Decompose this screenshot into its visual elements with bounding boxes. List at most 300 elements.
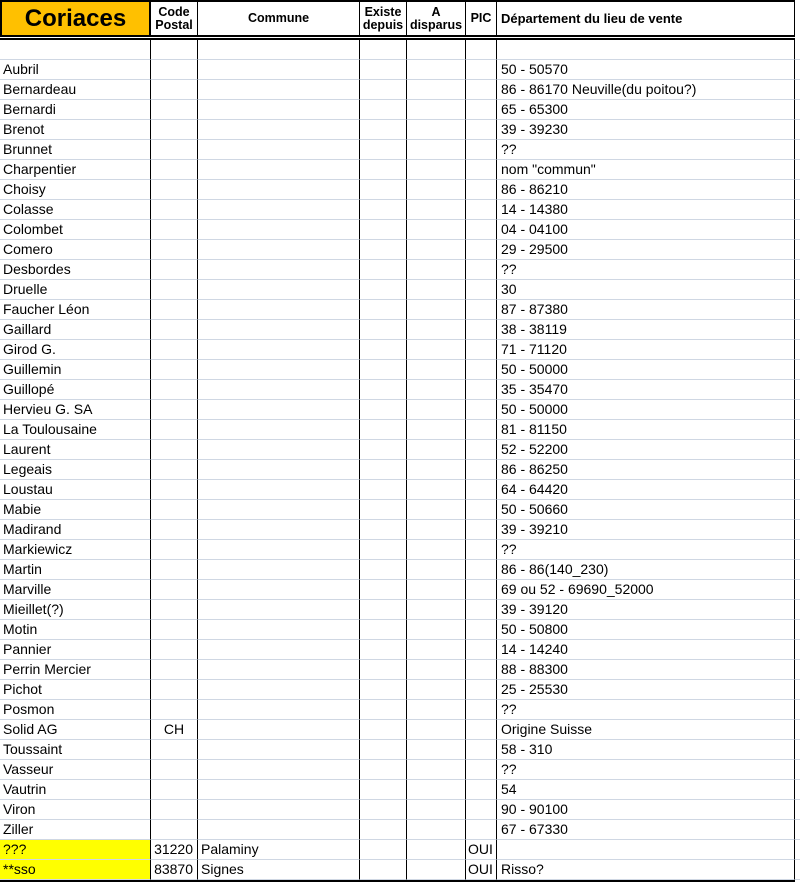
cell-pic[interactable] [466, 800, 497, 820]
cell-code-postal[interactable]: CH [151, 720, 198, 740]
cell-departement[interactable]: 88 - 88300 [497, 660, 795, 680]
cell-nom[interactable]: Vautrin [0, 780, 151, 800]
cell-departement[interactable]: 50 - 50800 [497, 620, 795, 640]
cell-departement[interactable]: 64 - 64420 [497, 480, 795, 500]
cell-nom[interactable]: Aubril [0, 60, 151, 80]
cell-existe-depuis[interactable] [360, 300, 407, 320]
header-commune[interactable] [198, 0, 360, 37]
cell-nom[interactable]: Posmon [0, 700, 151, 720]
cell-pic[interactable] [466, 420, 497, 440]
cell-a-disparus[interactable] [407, 700, 466, 720]
cell-a-disparus[interactable] [407, 100, 466, 120]
cell-departement[interactable]: ?? [497, 700, 795, 720]
cell-code-postal[interactable] [151, 40, 198, 60]
cell-code-postal[interactable] [151, 680, 198, 700]
cell-departement[interactable]: ?? [497, 760, 795, 780]
cell-pic[interactable] [466, 760, 497, 780]
cell-departement[interactable]: 14 - 14380 [497, 200, 795, 220]
cell-pic[interactable] [466, 580, 497, 600]
cell-commune[interactable] [198, 260, 360, 280]
cell-nom[interactable]: Pannier [0, 640, 151, 660]
cell-existe-depuis[interactable] [360, 400, 407, 420]
cell-pic[interactable] [466, 340, 497, 360]
cell-code-postal[interactable] [151, 360, 198, 380]
cell-a-disparus[interactable] [407, 340, 466, 360]
cell-nom[interactable]: Comero [0, 240, 151, 260]
cell-commune[interactable] [198, 200, 360, 220]
cell-code-postal[interactable] [151, 240, 198, 260]
cell-code-postal[interactable] [151, 760, 198, 780]
header-a-disparus[interactable] [407, 0, 466, 37]
cell-code-postal[interactable] [151, 700, 198, 720]
cell-nom[interactable]: Bernardeau [0, 80, 151, 100]
cell-commune[interactable] [198, 280, 360, 300]
cell-departement[interactable] [497, 40, 795, 60]
cell-commune[interactable] [198, 140, 360, 160]
cell-pic[interactable] [466, 520, 497, 540]
cell-nom[interactable]: Mabie [0, 500, 151, 520]
cell-pic[interactable] [466, 380, 497, 400]
cell-existe-depuis[interactable] [360, 800, 407, 820]
cell-commune[interactable] [198, 780, 360, 800]
cell-commune[interactable] [198, 520, 360, 540]
cell-commune[interactable] [198, 540, 360, 560]
cell-code-postal[interactable] [151, 440, 198, 460]
cell-departement[interactable]: 39 - 39230 [497, 120, 795, 140]
cell-departement[interactable]: ?? [497, 260, 795, 280]
cell-nom[interactable]: ??? [0, 840, 151, 860]
cell-departement[interactable]: 52 - 52200 [497, 440, 795, 460]
cell-code-postal[interactable] [151, 80, 198, 100]
cell-nom[interactable]: Guillemin [0, 360, 151, 380]
cell-existe-depuis[interactable] [360, 460, 407, 480]
cell-departement[interactable]: 30 [497, 280, 795, 300]
cell-a-disparus[interactable] [407, 220, 466, 240]
cell-a-disparus[interactable] [407, 780, 466, 800]
cell-a-disparus[interactable] [407, 760, 466, 780]
cell-a-disparus[interactable] [407, 200, 466, 220]
cell-commune[interactable] [198, 380, 360, 400]
cell-nom[interactable]: Charpentier [0, 160, 151, 180]
cell-departement[interactable]: 86 - 86210 [497, 180, 795, 200]
cell-code-postal[interactable] [151, 160, 198, 180]
cell-nom[interactable]: **sso [0, 860, 151, 880]
header-code-postal[interactable] [151, 0, 198, 37]
cell-existe-depuis[interactable] [360, 280, 407, 300]
header-coriaces-title[interactable] [0, 0, 151, 37]
cell-existe-depuis[interactable] [360, 500, 407, 520]
cell-code-postal[interactable] [151, 740, 198, 760]
cell-a-disparus[interactable] [407, 80, 466, 100]
cell-commune[interactable] [198, 360, 360, 380]
cell-pic[interactable] [466, 640, 497, 660]
cell-departement[interactable]: 54 [497, 780, 795, 800]
cell-nom[interactable]: Laurent [0, 440, 151, 460]
cell-existe-depuis[interactable] [360, 740, 407, 760]
cell-existe-depuis[interactable] [360, 680, 407, 700]
cell-code-postal[interactable] [151, 820, 198, 840]
cell-existe-depuis[interactable] [360, 200, 407, 220]
cell-code-postal[interactable] [151, 400, 198, 420]
cell-code-postal[interactable] [151, 140, 198, 160]
cell-a-disparus[interactable] [407, 60, 466, 80]
cell-departement[interactable]: 65 - 65300 [497, 100, 795, 120]
cell-a-disparus[interactable] [407, 420, 466, 440]
cell-pic[interactable] [466, 320, 497, 340]
cell-departement[interactable]: ?? [497, 140, 795, 160]
cell-a-disparus[interactable] [407, 720, 466, 740]
cell-existe-depuis[interactable] [360, 160, 407, 180]
cell-pic[interactable] [466, 780, 497, 800]
cell-commune[interactable] [198, 620, 360, 640]
cell-a-disparus[interactable] [407, 540, 466, 560]
cell-a-disparus[interactable] [407, 800, 466, 820]
cell-nom[interactable]: Druelle [0, 280, 151, 300]
cell-existe-depuis[interactable] [360, 380, 407, 400]
cell-commune[interactable] [198, 680, 360, 700]
cell-pic[interactable] [466, 240, 497, 260]
cell-code-postal[interactable] [151, 500, 198, 520]
cell-existe-depuis[interactable] [360, 140, 407, 160]
cell-pic[interactable] [466, 80, 497, 100]
cell-commune[interactable] [198, 440, 360, 460]
cell-departement[interactable]: 04 - 04100 [497, 220, 795, 240]
cell-commune[interactable] [198, 80, 360, 100]
cell-departement[interactable]: 81 - 81150 [497, 420, 795, 440]
cell-commune[interactable] [198, 40, 360, 60]
cell-nom[interactable]: Colasse [0, 200, 151, 220]
cell-a-disparus[interactable] [407, 380, 466, 400]
cell-existe-depuis[interactable] [360, 860, 407, 880]
cell-code-postal[interactable] [151, 60, 198, 80]
cell-existe-depuis[interactable] [360, 840, 407, 860]
cell-code-postal[interactable] [151, 280, 198, 300]
cell-commune[interactable] [198, 720, 360, 740]
cell-commune[interactable] [198, 420, 360, 440]
cell-pic[interactable]: OUI [466, 860, 497, 880]
cell-a-disparus[interactable] [407, 680, 466, 700]
cell-existe-depuis[interactable] [360, 560, 407, 580]
cell-departement[interactable]: 50 - 50660 [497, 500, 795, 520]
cell-pic[interactable] [466, 460, 497, 480]
cell-a-disparus[interactable] [407, 140, 466, 160]
cell-existe-depuis[interactable] [360, 580, 407, 600]
cell-a-disparus[interactable] [407, 620, 466, 640]
cell-existe-depuis[interactable] [360, 780, 407, 800]
cell-commune[interactable] [198, 400, 360, 420]
cell-pic[interactable] [466, 280, 497, 300]
cell-existe-depuis[interactable] [360, 480, 407, 500]
cell-departement[interactable]: 25 - 25530 [497, 680, 795, 700]
cell-departement[interactable]: 50 - 50570 [497, 60, 795, 80]
cell-commune[interactable] [198, 320, 360, 340]
cell-departement[interactable]: 50 - 50000 [497, 360, 795, 380]
cell-existe-depuis[interactable] [360, 60, 407, 80]
cell-pic[interactable] [466, 720, 497, 740]
cell-departement[interactable]: 86 - 86170 Neuville(du poitou?) [497, 80, 795, 100]
cell-nom[interactable]: Ziller [0, 820, 151, 840]
cell-departement[interactable]: 39 - 39210 [497, 520, 795, 540]
cell-existe-depuis[interactable] [360, 620, 407, 640]
cell-pic[interactable] [466, 200, 497, 220]
cell-existe-depuis[interactable] [360, 220, 407, 240]
cell-code-postal[interactable] [151, 380, 198, 400]
cell-code-postal[interactable]: 83870 [151, 860, 198, 880]
cell-a-disparus[interactable] [407, 360, 466, 380]
cell-existe-depuis[interactable] [360, 720, 407, 740]
cell-code-postal[interactable] [151, 580, 198, 600]
cell-nom[interactable]: Choisy [0, 180, 151, 200]
cell-nom[interactable]: Girod G. [0, 340, 151, 360]
cell-departement[interactable]: 71 - 71120 [497, 340, 795, 360]
cell-code-postal[interactable] [151, 300, 198, 320]
cell-nom[interactable]: Solid AG [0, 720, 151, 740]
cell-pic[interactable] [466, 740, 497, 760]
cell-code-postal[interactable] [151, 460, 198, 480]
cell-pic[interactable] [466, 480, 497, 500]
cell-nom[interactable]: Markiewicz [0, 540, 151, 560]
cell-commune[interactable] [198, 460, 360, 480]
cell-existe-depuis[interactable] [360, 600, 407, 620]
cell-commune[interactable] [198, 580, 360, 600]
cell-pic[interactable] [466, 700, 497, 720]
cell-commune[interactable]: Signes [198, 860, 360, 880]
cell-a-disparus[interactable] [407, 460, 466, 480]
cell-pic[interactable] [466, 500, 497, 520]
cell-code-postal[interactable]: 31220 [151, 840, 198, 860]
cell-pic[interactable] [466, 60, 497, 80]
cell-code-postal[interactable] [151, 640, 198, 660]
cell-a-disparus[interactable] [407, 520, 466, 540]
cell-pic[interactable] [466, 180, 497, 200]
cell-a-disparus[interactable] [407, 600, 466, 620]
cell-departement[interactable]: Risso? [497, 860, 795, 880]
cell-pic[interactable] [466, 160, 497, 180]
cell-commune[interactable] [198, 600, 360, 620]
cell-pic[interactable] [466, 300, 497, 320]
cell-a-disparus[interactable] [407, 820, 466, 840]
cell-departement[interactable]: 35 - 35470 [497, 380, 795, 400]
cell-pic[interactable] [466, 360, 497, 380]
header-existe-depuis[interactable] [360, 0, 407, 37]
cell-a-disparus[interactable] [407, 160, 466, 180]
cell-a-disparus[interactable] [407, 40, 466, 60]
cell-commune[interactable] [198, 120, 360, 140]
cell-a-disparus[interactable] [407, 400, 466, 420]
cell-code-postal[interactable] [151, 620, 198, 640]
cell-existe-depuis[interactable] [360, 440, 407, 460]
cell-a-disparus[interactable] [407, 480, 466, 500]
cell-a-disparus[interactable] [407, 500, 466, 520]
cell-pic[interactable] [466, 140, 497, 160]
cell-departement[interactable]: 29 - 29500 [497, 240, 795, 260]
cell-pic[interactable] [466, 540, 497, 560]
cell-a-disparus[interactable] [407, 560, 466, 580]
cell-nom[interactable]: Hervieu G. SA [0, 400, 151, 420]
cell-nom[interactable]: Legeais [0, 460, 151, 480]
cell-code-postal[interactable] [151, 480, 198, 500]
cell-code-postal[interactable] [151, 600, 198, 620]
cell-pic[interactable] [466, 120, 497, 140]
cell-nom[interactable]: Viron [0, 800, 151, 820]
cell-a-disparus[interactable] [407, 300, 466, 320]
cell-commune[interactable] [198, 760, 360, 780]
cell-existe-depuis[interactable] [360, 820, 407, 840]
cell-nom[interactable]: Madirand [0, 520, 151, 540]
cell-pic[interactable] [466, 220, 497, 240]
cell-code-postal[interactable] [151, 260, 198, 280]
cell-existe-depuis[interactable] [360, 700, 407, 720]
cell-code-postal[interactable] [151, 320, 198, 340]
cell-departement[interactable]: 86 - 86(140_230) [497, 560, 795, 580]
cell-code-postal[interactable] [151, 540, 198, 560]
cell-commune[interactable] [198, 220, 360, 240]
cell-existe-depuis[interactable] [360, 240, 407, 260]
cell-code-postal[interactable] [151, 560, 198, 580]
cell-existe-depuis[interactable] [360, 260, 407, 280]
cell-departement[interactable]: 86 - 86250 [497, 460, 795, 480]
cell-existe-depuis[interactable] [360, 540, 407, 560]
header-departement[interactable] [497, 0, 795, 37]
cell-nom[interactable]: Perrin Mercier [0, 660, 151, 680]
cell-commune[interactable] [198, 800, 360, 820]
cell-departement[interactable]: Origine Suisse [497, 720, 795, 740]
cell-nom[interactable]: Toussaint [0, 740, 151, 760]
cell-code-postal[interactable] [151, 200, 198, 220]
cell-nom[interactable] [0, 40, 151, 60]
cell-a-disparus[interactable] [407, 840, 466, 860]
cell-commune[interactable] [198, 480, 360, 500]
cell-a-disparus[interactable] [407, 440, 466, 460]
cell-code-postal[interactable] [151, 100, 198, 120]
cell-nom[interactable]: Marville [0, 580, 151, 600]
cell-departement[interactable]: 14 - 14240 [497, 640, 795, 660]
cell-a-disparus[interactable] [407, 740, 466, 760]
cell-pic[interactable] [466, 560, 497, 580]
cell-departement[interactable]: 90 - 90100 [497, 800, 795, 820]
cell-nom[interactable]: Loustau [0, 480, 151, 500]
cell-commune[interactable] [198, 300, 360, 320]
cell-commune[interactable] [198, 560, 360, 580]
cell-commune[interactable] [198, 180, 360, 200]
cell-code-postal[interactable] [151, 420, 198, 440]
cell-a-disparus[interactable] [407, 860, 466, 880]
cell-existe-depuis[interactable] [360, 80, 407, 100]
cell-departement[interactable] [497, 840, 795, 860]
cell-a-disparus[interactable] [407, 180, 466, 200]
cell-code-postal[interactable] [151, 120, 198, 140]
cell-existe-depuis[interactable] [360, 180, 407, 200]
cell-commune[interactable] [198, 820, 360, 840]
cell-pic[interactable] [466, 260, 497, 280]
cell-existe-depuis[interactable] [360, 320, 407, 340]
cell-existe-depuis[interactable] [360, 760, 407, 780]
cell-existe-depuis[interactable] [360, 360, 407, 380]
cell-nom[interactable]: Colombet [0, 220, 151, 240]
cell-commune[interactable] [198, 160, 360, 180]
cell-a-disparus[interactable] [407, 320, 466, 340]
cell-a-disparus[interactable] [407, 580, 466, 600]
cell-departement[interactable]: 87 - 87380 [497, 300, 795, 320]
cell-departement[interactable]: 39 - 39120 [497, 600, 795, 620]
cell-a-disparus[interactable] [407, 120, 466, 140]
cell-existe-depuis[interactable] [360, 340, 407, 360]
cell-commune[interactable] [198, 660, 360, 680]
cell-a-disparus[interactable] [407, 660, 466, 680]
cell-existe-depuis[interactable] [360, 420, 407, 440]
cell-a-disparus[interactable] [407, 280, 466, 300]
cell-commune[interactable] [198, 500, 360, 520]
cell-code-postal[interactable] [151, 340, 198, 360]
cell-pic[interactable] [466, 620, 497, 640]
cell-departement[interactable]: 69 ou 52 - 69690_52000 [497, 580, 795, 600]
cell-code-postal[interactable] [151, 800, 198, 820]
cell-code-postal[interactable] [151, 780, 198, 800]
cell-nom[interactable]: Gaillard [0, 320, 151, 340]
cell-nom[interactable]: Desbordes [0, 260, 151, 280]
cell-a-disparus[interactable] [407, 240, 466, 260]
cell-pic[interactable] [466, 40, 497, 60]
header-pic[interactable] [466, 0, 497, 37]
cell-pic[interactable]: OUI [466, 840, 497, 860]
cell-existe-depuis[interactable] [360, 640, 407, 660]
cell-nom[interactable]: Brenot [0, 120, 151, 140]
cell-nom[interactable]: Motin [0, 620, 151, 640]
cell-existe-depuis[interactable] [360, 40, 407, 60]
cell-code-postal[interactable] [151, 180, 198, 200]
cell-departement[interactable]: nom "commun" [497, 160, 795, 180]
cell-nom[interactable]: Bernardi [0, 100, 151, 120]
cell-code-postal[interactable] [151, 660, 198, 680]
cell-commune[interactable] [198, 60, 360, 80]
cell-departement[interactable]: 38 - 38119 [497, 320, 795, 340]
cell-existe-depuis[interactable] [360, 100, 407, 120]
cell-nom[interactable]: Mieillet(?) [0, 600, 151, 620]
cell-pic[interactable] [466, 100, 497, 120]
cell-code-postal[interactable] [151, 520, 198, 540]
cell-nom[interactable]: Martin [0, 560, 151, 580]
cell-pic[interactable] [466, 820, 497, 840]
cell-departement[interactable]: 50 - 50000 [497, 400, 795, 420]
cell-commune[interactable] [198, 340, 360, 360]
cell-commune[interactable]: Palaminy [198, 840, 360, 860]
cell-departement[interactable]: ?? [497, 540, 795, 560]
cell-nom[interactable]: Vasseur [0, 760, 151, 780]
cell-pic[interactable] [466, 600, 497, 620]
cell-nom[interactable]: Pichot [0, 680, 151, 700]
cell-commune[interactable] [198, 100, 360, 120]
cell-pic[interactable] [466, 440, 497, 460]
cell-nom[interactable]: Faucher Léon [0, 300, 151, 320]
cell-commune[interactable] [198, 240, 360, 260]
cell-a-disparus[interactable] [407, 260, 466, 280]
cell-existe-depuis[interactable] [360, 520, 407, 540]
cell-nom[interactable]: Brunnet [0, 140, 151, 160]
cell-commune[interactable] [198, 740, 360, 760]
cell-existe-depuis[interactable] [360, 660, 407, 680]
cell-pic[interactable] [466, 400, 497, 420]
cell-commune[interactable] [198, 640, 360, 660]
cell-existe-depuis[interactable] [360, 120, 407, 140]
cell-a-disparus[interactable] [407, 640, 466, 660]
cell-pic[interactable] [466, 660, 497, 680]
cell-departement[interactable]: 58 - 310 [497, 740, 795, 760]
cell-nom[interactable]: Guillopé [0, 380, 151, 400]
cell-commune[interactable] [198, 700, 360, 720]
cell-code-postal[interactable] [151, 220, 198, 240]
cell-pic[interactable] [466, 680, 497, 700]
cell-nom[interactable]: La Toulousaine [0, 420, 151, 440]
